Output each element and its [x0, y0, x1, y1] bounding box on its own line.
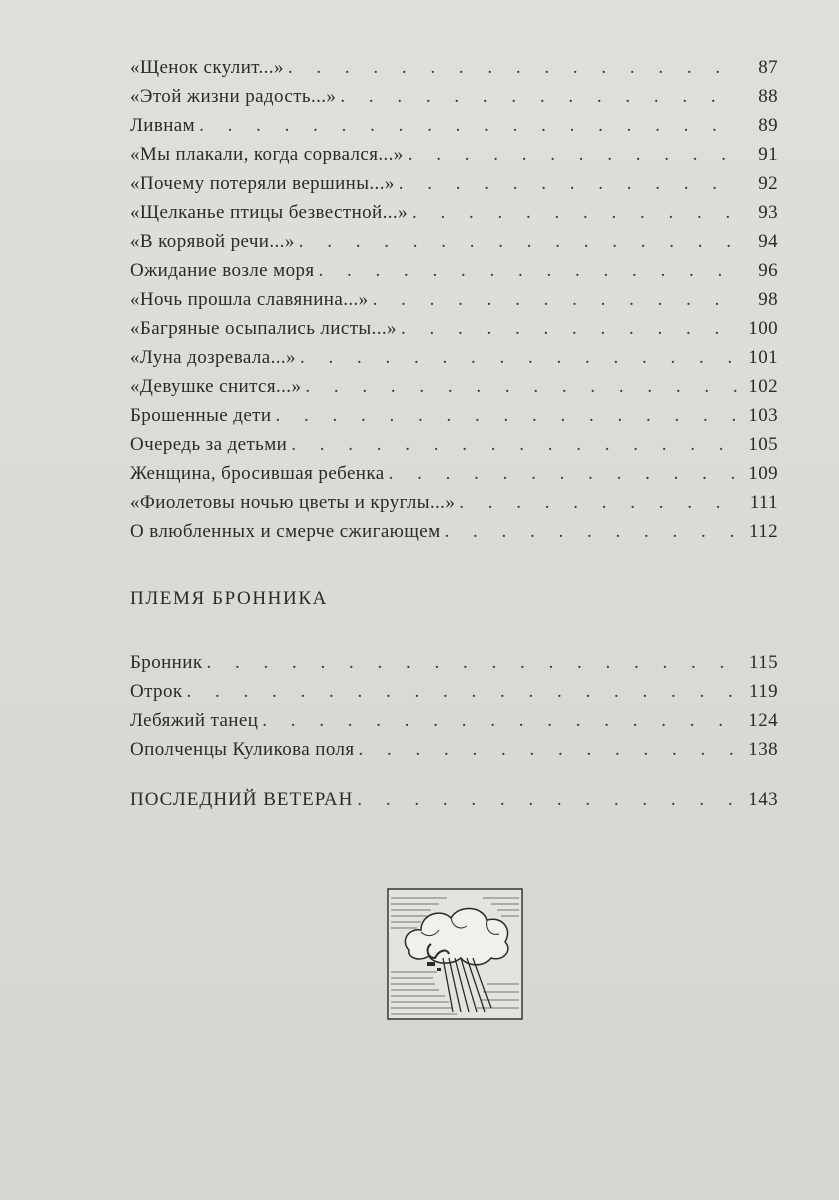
- toc-page-number: 143: [748, 789, 778, 810]
- dot-leader: [300, 343, 738, 372]
- dot-leader: [288, 53, 738, 82]
- toc-row: [130, 735, 778, 764]
- dot-leader: [187, 677, 739, 706]
- toc-entry-title: «Девушке снится...»: [130, 376, 302, 397]
- toc-entry-title: Лебяжий танец: [130, 710, 259, 731]
- toc-page-number: 94: [758, 231, 778, 252]
- toc-entry-title: Ливнам: [130, 115, 196, 136]
- toc-row: [130, 314, 778, 343]
- toc-row: [130, 111, 778, 140]
- dot-leader: [291, 430, 738, 459]
- toc-entry-title: Ополченцы Куликова поля: [130, 739, 355, 760]
- toc-entry-title: «Луна дозревала...»: [130, 347, 296, 368]
- dot-leader: [412, 198, 738, 227]
- toc-row: [130, 169, 778, 198]
- dot-leader: [319, 256, 738, 285]
- toc-page-number: 101: [748, 347, 778, 368]
- final-toc-row: [130, 785, 778, 814]
- dot-leader: [340, 82, 738, 111]
- toc-row: [130, 140, 778, 169]
- toc-entry-title: «Щенок скулит...»: [130, 57, 284, 78]
- toc-page-number: 112: [749, 521, 778, 542]
- toc-entry-title: Отрок: [130, 681, 183, 702]
- toc-page-number: 124: [748, 710, 778, 731]
- toc-entry-title: «Мы плакали, когда сорвался...»: [130, 144, 404, 165]
- toc-row: [130, 82, 778, 111]
- toc-entry-title: Очередь за детьми: [130, 434, 288, 455]
- toc-entry-title: Женщина, бросившая ребенка: [130, 463, 385, 484]
- toc-row: [130, 53, 778, 82]
- dot-leader: [459, 488, 738, 517]
- toc-page-number: 87: [758, 57, 778, 78]
- toc-entry-title: «Щелканье птицы безвестной...»: [130, 202, 408, 223]
- toc-page-number: 91: [758, 144, 778, 165]
- dot-leader: [389, 459, 738, 488]
- toc-row: [130, 285, 778, 314]
- toc-entry-title: «Фиолетовы ночью цветы и круглы...»: [130, 492, 456, 513]
- toc-page-number: 100: [748, 318, 778, 339]
- dot-leader: [275, 401, 738, 430]
- toc-row: [130, 401, 778, 430]
- toc-row: [130, 372, 778, 401]
- dot-leader: [373, 285, 738, 314]
- toc-row: [130, 488, 778, 517]
- dot-leader: [357, 785, 738, 814]
- toc-page-number: 105: [748, 434, 778, 455]
- toc-row: [130, 648, 778, 677]
- toc-row: [130, 343, 778, 372]
- dot-leader: [408, 140, 738, 169]
- toc-page-number: 138: [748, 739, 778, 760]
- toc-list: [130, 53, 778, 546]
- section-toc-list: [130, 648, 778, 764]
- toc-entry-title: «Этой жизни радость...»: [130, 86, 337, 107]
- dot-leader: [399, 169, 738, 198]
- toc-entry-title: «В корявой речи...»: [130, 231, 295, 252]
- toc-row: [130, 227, 778, 256]
- dot-leader: [401, 314, 738, 343]
- toc-entry-title: «Ночь прошла славянина...»: [130, 289, 369, 310]
- dot-leader: [445, 517, 738, 546]
- toc-row: [130, 706, 778, 735]
- toc-row: [130, 198, 778, 227]
- dot-leader: [359, 735, 738, 764]
- toc-page-number: 103: [748, 405, 778, 426]
- toc-page-number: 96: [758, 260, 778, 281]
- toc-entry-title: ПОСЛЕДНИЙ ВЕТЕРАН: [130, 789, 354, 810]
- storm-cloud-vignette-icon: [387, 888, 523, 1020]
- dot-leader: [262, 706, 738, 735]
- toc-page-number: 111: [749, 492, 778, 513]
- toc-entry-title: Бронник: [130, 652, 203, 673]
- dot-leader: [199, 111, 738, 140]
- toc-page-number: 89: [758, 115, 778, 136]
- toc-page-number: 98: [758, 289, 778, 310]
- toc-entry-title: «Багряные осыпались листы...»: [130, 318, 397, 339]
- toc-page-number: 102: [748, 376, 778, 397]
- toc-page-number: 119: [749, 681, 778, 702]
- dot-leader: [299, 227, 738, 256]
- toc-row: [130, 256, 778, 285]
- toc-row: [130, 517, 778, 546]
- toc-page-number: 115: [749, 652, 778, 673]
- toc-page-number: 92: [758, 173, 778, 194]
- toc-entry-title: Брошенные дети: [130, 405, 272, 426]
- toc-row: [130, 430, 778, 459]
- toc-row: [130, 459, 778, 488]
- dot-leader: [305, 372, 738, 401]
- toc-row: [130, 677, 778, 706]
- section-heading: ПЛЕМЯ БРОННИКА: [130, 588, 328, 609]
- toc-page-number: 88: [758, 86, 778, 107]
- toc-page-number: 93: [758, 202, 778, 223]
- toc-entry-title: Ожидание возле моря: [130, 260, 315, 281]
- toc-entry-title: О влюбленных и смерче сжигающем: [130, 521, 441, 542]
- dot-leader: [206, 648, 738, 677]
- toc-page-number: 109: [748, 463, 778, 484]
- toc-entry-title: «Почему потеряли вершины...»: [130, 173, 395, 194]
